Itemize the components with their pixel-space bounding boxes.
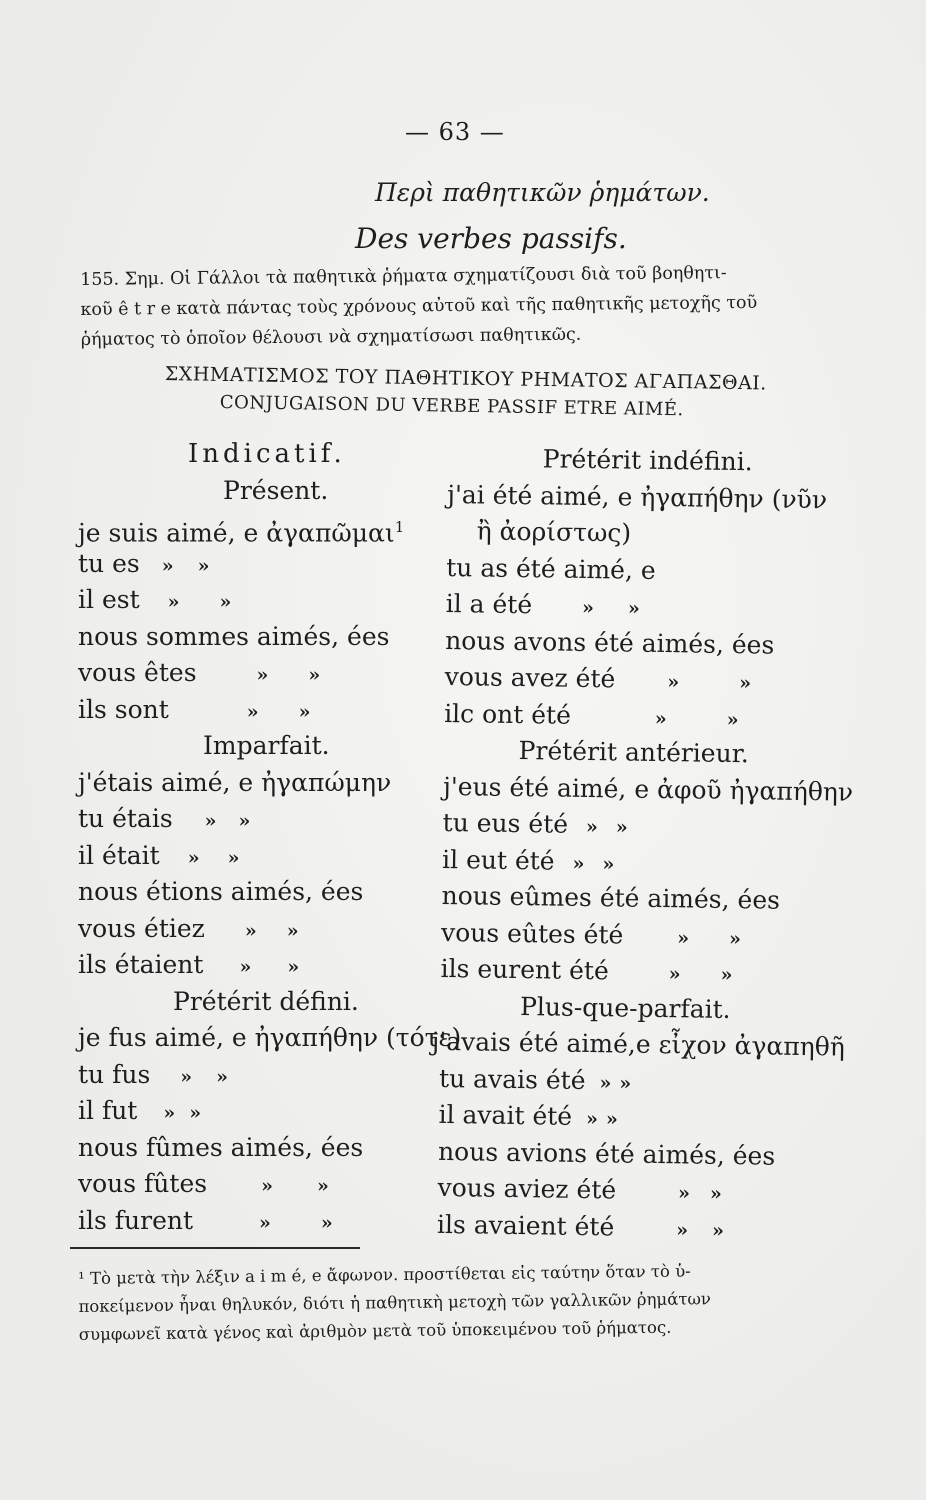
conj-text: ils eurent été [440, 953, 609, 986]
ditto-mark: » [619, 1071, 632, 1095]
tense-heading: Prétérit indéfini. [542, 444, 753, 477]
conj-text: nous sommes aimés, ées [78, 621, 390, 651]
conj-text: ils avaient été [436, 1209, 615, 1241]
ditto-mark: » [677, 1182, 691, 1205]
conj-text: tu eus été [442, 807, 569, 839]
conj-row [78, 765, 461, 802]
conj-row [78, 1203, 461, 1240]
conj-row [78, 582, 461, 619]
ditto-mark: » [244, 919, 257, 942]
conj-text: tu as été aimé, e [446, 552, 656, 585]
conj-row [78, 1020, 461, 1057]
conj-row [442, 841, 852, 883]
intro-line: ῥήματος τὸ ὁποῖον θέλουσι νὰ σχηματίσωσι παθητικῶς. [80, 324, 582, 350]
intro-line: 155. Σημ. Οἱ Γάλλοι τὰ παθητικὰ ῥήματα σχηματίζουσι διὰ τοῦ βοηθητι- [80, 263, 727, 290]
ditto-mark: » [298, 700, 311, 723]
conj-row [78, 1166, 461, 1203]
ditto-mark: » [654, 707, 667, 730]
conj-text: j'avais été aimé,e εἶχον ἀγαπηθῆ [431, 1026, 846, 1062]
conj-row [442, 805, 852, 847]
tense-heading: Prétérit défini. [173, 986, 359, 1016]
conj-row [78, 692, 461, 729]
ditto-mark: » [602, 852, 615, 875]
conj-row [444, 659, 854, 701]
conj-text: ils furent [78, 1205, 194, 1235]
ditto-mark: » [180, 1065, 193, 1088]
ditto-mark: » [726, 708, 739, 731]
conj-row [78, 874, 461, 911]
ditto-mark: » [585, 1107, 599, 1131]
conj-row [78, 911, 461, 948]
ditto-mark: » [668, 963, 681, 986]
tense-heading: Présent. [223, 475, 329, 505]
section-title-french: Des verbes passifs. [355, 222, 627, 255]
tense-heading: Imparfait. [203, 731, 330, 760]
conj-row [78, 801, 461, 838]
conj-text: nous étions aimés, ées [78, 877, 364, 906]
ditto-mark: » [197, 554, 210, 577]
ditto-mark: » [599, 1071, 612, 1094]
conj-row [445, 622, 855, 664]
conj-text: j'ai été aimé, e ἠγαπήθην (νῦν [447, 479, 828, 514]
conj-row [437, 1170, 847, 1212]
conj-row [438, 1097, 848, 1139]
conj-text: tu fus [78, 1059, 151, 1089]
conj-text: tu avais été [438, 1063, 586, 1095]
ditto-mark: » [246, 700, 259, 723]
conj-row [439, 1060, 849, 1102]
conj-text: j'étais aimé, e ἠγαπώμην [78, 767, 392, 797]
conj-text: vous aviez été [437, 1172, 617, 1205]
conj-text: il eut été [441, 844, 555, 876]
conj-row [437, 1206, 847, 1248]
ditto-mark: » [720, 963, 733, 987]
conj-row [431, 1024, 849, 1066]
conj-row [78, 1093, 461, 1130]
ditto-mark: » [227, 846, 240, 869]
conj-text: nous eûmes été aimés, ées [441, 880, 781, 915]
footnote-line: συμφωνεῖ κατὰ γένος καὶ ἀριθμὸν μετὰ τοῦ ὑποκειμένου τοῦ ῥήματος. [78, 1317, 672, 1344]
conj-text: ils étaient [78, 950, 204, 979]
conj-row [78, 1130, 461, 1167]
conj-text: j'eus été aimé, e ἀφοῦ ἠγαπήθην [442, 771, 854, 807]
ditto-mark: » [238, 810, 251, 832]
ditto-mark: » [216, 1065, 229, 1088]
ditto-mark: » [709, 1182, 723, 1205]
conj-row [446, 549, 856, 591]
conj-row [447, 476, 857, 518]
ditto-mark: » [316, 1175, 329, 1197]
ditto-mark: » [189, 1102, 202, 1124]
ditto-mark: » [711, 1219, 725, 1242]
ditto-mark: » [572, 852, 585, 875]
intro-paragraph [80, 257, 851, 355]
ditto-mark: » [204, 810, 217, 832]
intro-line: κοῦ ê t r e κατὰ πάντας τοὺς χρόνους αὐτοῦ καὶ τῆς παθητικῆς μετοχῆς τοῦ [80, 292, 758, 320]
ditto-mark: » [581, 596, 595, 620]
conj-text: il avait été [438, 1099, 573, 1131]
conj-text: il était [78, 840, 160, 870]
footnote-line: ποκείμενον ἦναι θηλυκόν, διότι ἡ παθητικὴ μετοχὴ τῶν γαλλικῶν ῥημάτων [78, 1289, 712, 1316]
ditto-mark: » [677, 926, 690, 949]
right-column [431, 440, 858, 1249]
conj-row [78, 838, 461, 875]
ditto-mark: » [187, 846, 200, 869]
conj-row [78, 546, 461, 583]
conj-row [78, 1057, 461, 1094]
conj-text: vous eûtes été [440, 917, 624, 949]
conj-row [445, 586, 855, 628]
footnote [78, 1257, 711, 1349]
conj-text: je fus aimé, e ἠγαπήθην (τότε) [78, 1023, 462, 1052]
ditto-mark: » [261, 1175, 273, 1197]
page-number: — 63 — [405, 118, 505, 146]
ditto-mark: » [728, 927, 742, 950]
conjugation-heading-greek: ΣΧΗΜΑΤΙΣΜΟΣ ΤΟΥ ΠΑΘΗΤΙΚΟΥ ΡΗΜΑΤΟΣ ΑΓΑΠΑΣΘΑΙ. [164, 363, 768, 395]
conjugation-heading-french: CONJUGAISON DU VERBE PASSIF ETRE AIMÉ. [219, 392, 684, 421]
ditto-mark: » [738, 672, 752, 695]
ditto-mark: » [585, 815, 599, 839]
conj-text: vous fûtes [78, 1169, 208, 1198]
conj-row [78, 947, 461, 984]
ditto-mark: » [615, 816, 628, 839]
conj-row [438, 1133, 848, 1175]
conj-text: nous fûmes aimés, ées [78, 1132, 364, 1162]
conj-text: il est [78, 585, 140, 614]
ditto-mark: » [676, 1218, 689, 1241]
ditto-mark: » [163, 1102, 176, 1124]
tense-heading: Prétérit antérieur. [518, 736, 750, 769]
footnote-divider [70, 1247, 360, 1249]
ditto-mark: » [239, 956, 252, 978]
left-column [78, 436, 461, 1239]
conj-row [441, 878, 851, 920]
footnote-line: ¹ Τὸ μετὰ τὴν λέξιν a i m é, e ἄφωνον. προστίθεται εἰς ταύτην ὅταν τὸ ὑ- [78, 1261, 691, 1288]
conj-text: je suis aimé, e ἀγαπῶμαι [78, 518, 395, 548]
conj-text: vous avez été [444, 661, 616, 694]
conj-text: nous avons été aimés, ées [445, 625, 775, 660]
conj-row [443, 768, 853, 810]
ditto-mark: » [161, 554, 174, 577]
conj-text: il fut [78, 1096, 138, 1125]
conj-text: ἢ ἀορίστως) [476, 516, 632, 548]
footnote-ref: 1 [394, 518, 405, 536]
conj-text: nous avions été aimés, ées [437, 1136, 776, 1171]
ditto-mark: » [308, 664, 321, 686]
conj-text: tu étais [78, 804, 173, 833]
conj-row [444, 695, 854, 737]
ditto-mark: » [667, 671, 680, 694]
ditto-mark: » [287, 956, 300, 978]
conj-row [78, 509, 461, 546]
conj-text: vous étiez [78, 913, 205, 943]
ditto-mark: » [259, 1211, 271, 1234]
conj-text: ilc ont été [443, 698, 572, 730]
mood-heading: Indicatif. [188, 439, 346, 469]
tense-heading: Plus-que-parfait. [519, 991, 731, 1024]
ditto-mark: » [219, 591, 232, 613]
ditto-mark: » [320, 1211, 333, 1234]
section-title-greek: Περὶ παθητικῶν ῥημάτων. [375, 178, 710, 207]
ditto-mark: » [256, 664, 269, 686]
conj-row [78, 655, 461, 692]
conj-text: il a été [445, 588, 533, 620]
conj-row [78, 619, 461, 656]
ditto-mark: » [605, 1108, 618, 1131]
conj-row [441, 914, 851, 956]
conj-text: tu es [78, 548, 140, 578]
ditto-mark: » [627, 597, 641, 620]
conj-text: vous êtes [78, 658, 197, 687]
conj-row [440, 951, 850, 993]
ditto-mark: » [167, 591, 180, 613]
conj-text: ils sont [78, 694, 169, 724]
conj-row [446, 513, 856, 555]
ditto-mark: » [286, 919, 299, 942]
